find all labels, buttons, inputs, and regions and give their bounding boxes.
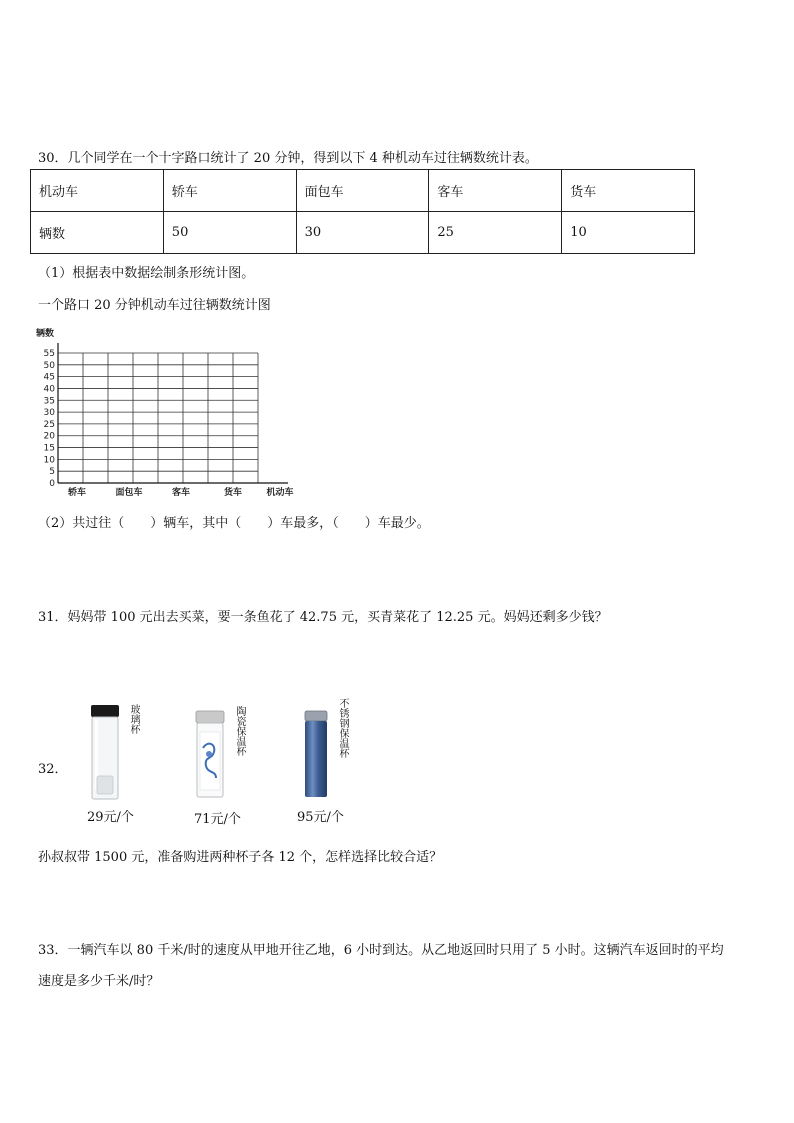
table-cell: 25 (429, 212, 562, 254)
table-cell: 辆数 (31, 212, 164, 254)
table-cell: 10 (562, 212, 695, 254)
y-tick-label: 5 (49, 467, 55, 478)
table-header-cell: 客车 (429, 170, 562, 212)
bar-chart-grid (30, 322, 310, 502)
y-tick-label: 20 (43, 431, 55, 442)
table-header-cell: 轿车 (163, 170, 296, 212)
y-tick-label: 0 (49, 479, 55, 489)
ceramic-thermos-icon (194, 710, 226, 800)
q32-number: 32． (38, 762, 68, 777)
table-row (31, 212, 695, 254)
table-header-cell: 货车 (562, 170, 695, 212)
stats-table (30, 169, 695, 254)
y-tick-label: 35 (43, 396, 55, 407)
y-tick-label: 55 (43, 349, 55, 359)
y-tick-label: 25 (43, 419, 55, 430)
y-tick-label: 10 (43, 455, 55, 466)
steel-thermos-icon (303, 710, 329, 800)
y-tick-label: 40 (43, 384, 55, 395)
y-tick-label: 50 (43, 360, 55, 371)
y-tick-label: 30 (43, 408, 55, 419)
table-row (31, 170, 695, 212)
y-axis-label: 辆数 (36, 329, 55, 339)
q30-title: 30．几个同学在一个十字路口统计了 20 分钟，得到以下 4 种机动车过往辆数统计表。 (38, 151, 538, 166)
cup-price: 95元/个 (297, 810, 344, 825)
cup-price: 71元/个 (194, 812, 241, 827)
cup-label: 不锈钢保温杯 (337, 698, 348, 758)
y-tick-label: 45 (43, 372, 55, 383)
q30-part2: （2）共过往（ ）辆车，其中（ ）车最多，（ ）车最少。 (38, 516, 430, 531)
x-tick-label: 面包车 (115, 488, 143, 498)
table-cell: 30 (296, 212, 429, 254)
cup-label: 陶瓷保温杯 (234, 706, 245, 756)
x-tick-label: 轿车 (67, 488, 87, 498)
table-header-cell: 机动车 (31, 170, 164, 212)
glass-cup-icon (88, 704, 122, 802)
chart-title: 一个路口 20 分钟机动车过往辆数统计图 (38, 298, 271, 313)
q33-line2: 速度是多少千米/时？ (38, 974, 160, 989)
q31-title: 31．妈妈带 100 元出去买菜，要一条鱼花了 42.75 元，买青菜花了 12.25 元。妈妈还剩多少钱？ (38, 610, 608, 625)
table-cell: 50 (163, 212, 296, 254)
q33-line1: 33．一辆汽车以 80 千米/时的速度从甲地开往乙地，6 小时到达。从乙地返回时只用了 5 小时。这辆汽车返回时的平均 (38, 943, 724, 958)
q30-part1: （1）根据表中数据绘制条形统计图。 (38, 266, 255, 281)
table-header-cell: 面包车 (296, 170, 429, 212)
cup-label: 玻璃杯 (128, 704, 139, 734)
x-tick-label: 货车 (223, 488, 243, 498)
cup-price: 29元/个 (87, 810, 134, 825)
x-tick-label: 客车 (171, 488, 191, 498)
x-axis-label: 机动车 (266, 488, 294, 498)
y-tick-label: 15 (43, 443, 55, 454)
q32-question: 孙叔叔带 1500 元，准备购进两种杯子各 12 个，怎样选择比较合适？ (38, 850, 443, 865)
